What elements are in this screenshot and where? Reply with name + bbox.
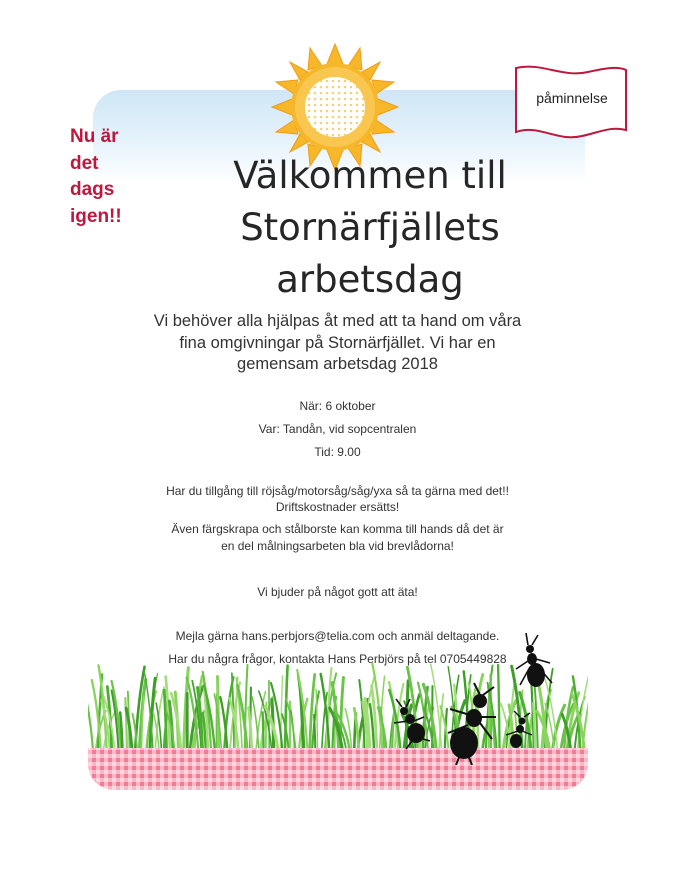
time-text: Tid: 9.00	[314, 445, 361, 459]
ant-icon	[394, 699, 430, 749]
tools-text: Har du tillgång till röjsåg/motorsåg/såg/yxa så ta gärna med det!!	[166, 484, 509, 498]
side-note: Nu är det dags igen!!	[70, 126, 122, 227]
email-text: Mejla gärna hans.perbjors@telia.com och anmäl deltagande.	[175, 629, 500, 643]
costs-text: Driftskostnader ersätts!	[275, 500, 400, 514]
ant-icon	[506, 711, 532, 748]
page-title: Välkommen till Stornärfjällets arbetsdag	[233, 154, 507, 301]
ant-icon	[516, 633, 552, 687]
reminder-label: påminnelse	[536, 90, 608, 106]
where-text: Var: Tandån, vid sopcentralen	[258, 422, 417, 436]
food-text: Vi bjuder på något gott att äta!	[257, 585, 418, 599]
when-text: När: 6 oktober	[299, 399, 376, 413]
paint-text-1: Även färgskrapa och stålborste kan komma till hands då det är	[171, 522, 504, 536]
paint-text-2: en del målningsarbeten bla vid brevlådorna!	[221, 539, 454, 553]
ants-group	[380, 625, 580, 765]
ant-icon	[448, 683, 496, 765]
intro-text: Vi behöver alla hjälpas åt med att ta hand om våra fina omgivningar på Stornärfjället. Vi har en gemensam arbetsdag 2018	[153, 312, 522, 373]
contact-text: Har du några frågor, kontakta Hans Perbjörs på tel 0705449828	[168, 652, 507, 666]
